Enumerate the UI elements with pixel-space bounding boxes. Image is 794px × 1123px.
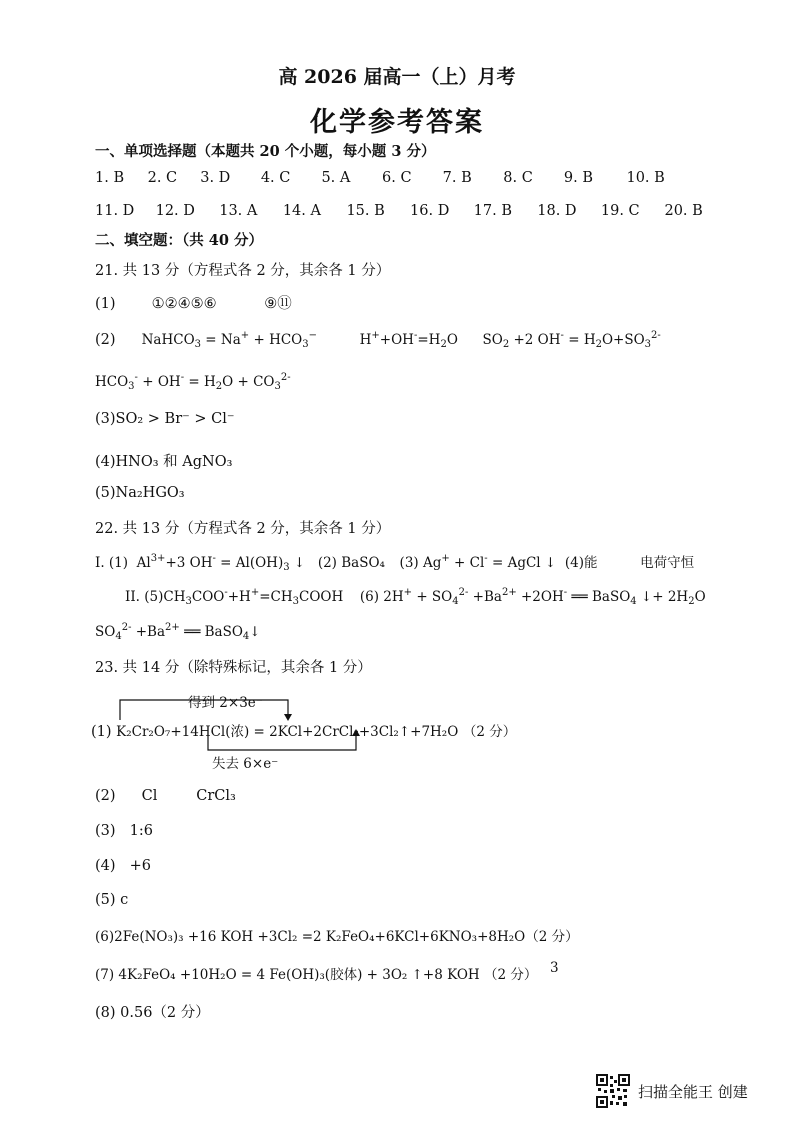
q21-p2-label: (2) (95, 332, 116, 348)
answer-1: 1. B (95, 170, 125, 186)
answer-15: 15. B (346, 203, 385, 219)
q22-p4-reason: 电荷守恒 (640, 555, 695, 571)
answer-17: 17. B (473, 203, 512, 219)
q23-part6: (6)2Fe(NO₃)₃ +16 KOH +3Cl₂ =2 K₂FeO₄+6KCl+6KNO₃+8H₂O（2 分） (95, 929, 579, 945)
section1-heading: 一、单项选择题（本题共 20 个小题，每小题 3 分） (95, 143, 436, 160)
q23-p4-value: +6 (129, 858, 151, 874)
q23-p1-label: (1) (91, 724, 112, 740)
electron-gain-label: 得到 2×3e⁻ (188, 695, 263, 711)
q21-part2 (95, 330, 661, 350)
answer-5: 5. A (321, 170, 351, 186)
equation-neutralization: $H^++OH^-=H_2O$ (359, 330, 458, 350)
q22-p6: (6) $2H^+ + SO_4^{2-} +Ba^{2+} +2OH^-$ ══ BaSO$_4$ ↓+ $2H_2O$ (359, 587, 706, 607)
q23-heading: 23. 共 14 分（除特殊标记，其余各 1 分） (95, 660, 372, 676)
q22-part-II (125, 587, 706, 607)
q22-p1: I. (1) $Al^{3+}+3$ $OH^- = Al(OH)_3$ ↓ (95, 553, 306, 573)
answers-row-2 (95, 203, 704, 219)
q21-p1-answer-b: ⑨⑪ (264, 296, 292, 312)
q23-p3-label: (3) (95, 823, 116, 839)
q21-part4: (4)HNO₃ 和 AgNO₃ (95, 454, 233, 470)
q23-part8: (8) 0.56（2 分） (95, 1005, 210, 1021)
q23-p2-answer-b: CrCl₃ (196, 788, 236, 804)
answer-10: 10. B (626, 170, 665, 186)
q23-part1 (91, 720, 516, 740)
equation-nahco3-ionization: NaHCO$_3$ = $Na^+ + HCO_3^-$ (141, 330, 318, 350)
q21-heading: 21. 共 13 分（方程式各 2 分，其余各 1 分） (95, 263, 391, 279)
q21-part3: (3)SO₂ > Br⁻ > Cl⁻ (95, 411, 235, 427)
answer-14: 14. A (282, 203, 321, 219)
answers-row-1 (95, 170, 676, 186)
page-number-mark: 3 (550, 960, 559, 976)
q23-p2-label: (2) (95, 788, 116, 804)
answer-8: 8. C (503, 170, 533, 186)
answer-20: 20. B (664, 203, 703, 219)
answer-6: 6. C (382, 170, 412, 186)
q21-p1-label: (1) (95, 296, 116, 312)
answer-12: 12. D (155, 203, 195, 219)
q23-p4-label: (4) (95, 858, 116, 874)
scanner-watermark-text: 扫描全能王 创建 (638, 1083, 748, 1101)
answer-9: 9. B (563, 170, 593, 186)
q23-p3-value: 1:6 (129, 823, 153, 839)
q21-part1 (95, 292, 292, 313)
q22-p4: (4)能 (564, 555, 598, 571)
q23-part4 (95, 858, 151, 874)
q23-part3 (95, 823, 153, 839)
answer-13: 13. A (219, 203, 258, 219)
answer-2: 2. C (147, 170, 178, 186)
q22-p2: (2) BaSO₄ (317, 555, 385, 571)
q22-p5: II. $(5)CH_3COO^-+H^+=CH_3COOH$ (125, 587, 344, 607)
qr-code-icon (596, 1074, 630, 1108)
q22-heading: 22. 共 13 分（方程式各 2 分，其余各 1 分） (95, 521, 391, 537)
answer-4: 4. C (260, 170, 291, 186)
q23-part2 (95, 788, 236, 804)
answer-18: 18. D (537, 203, 577, 219)
q22-p6-alt: $SO_4^{2-} +Ba^{2+}$ ══ BaSO$_4$↓ (95, 622, 261, 642)
answer-3: 3. D (200, 170, 231, 186)
q23-part7: (7) 4K₂FeO₄ +10H₂O = 4 Fe(OH)₃(胶体) + 3O₂ ↑+8 KOH （2 分） (95, 967, 538, 983)
page-title: 高 2026 届高一（上）月考 (278, 66, 516, 88)
q23-part5: (5) c (95, 892, 129, 908)
answer-11: 11. D (95, 203, 135, 219)
answer-7: 7. B (442, 170, 472, 186)
q23-p2-answer-a: Cl (141, 788, 158, 804)
q21-part5: (5)Na₂HGO₃ (95, 485, 185, 501)
answer-16: 16. D (410, 203, 450, 219)
section2-heading: 二、填空题：（共 40 分） (95, 232, 264, 249)
q22-part-I (95, 551, 694, 573)
page-subtitle: 化学参考答案 (310, 107, 484, 138)
equation-hco3-oh: $HCO_3^- + OH^- = H_2O + CO_3^{2-}$ (95, 372, 291, 392)
q23-p1-points: （2 分） (462, 724, 517, 740)
q21-p1-answer-a: ①②④⑤⑥ (151, 296, 217, 312)
answer-19: 19. C (600, 203, 640, 219)
q23-p1-equation: K₂Cr₂O₇+14HCl(浓) = 2KCl+2CrCl₃+3Cl₂↑+7H₂O (116, 724, 459, 740)
electron-loss-label: 失去 6×e⁻ (212, 756, 279, 772)
equation-so2-oh: $SO_2 +2$ $OH^- = H_2O+SO_3^{2-}$ (482, 330, 661, 350)
q22-p3: (3) Ag+ + Cl- = AgCl ↓ (399, 553, 557, 571)
